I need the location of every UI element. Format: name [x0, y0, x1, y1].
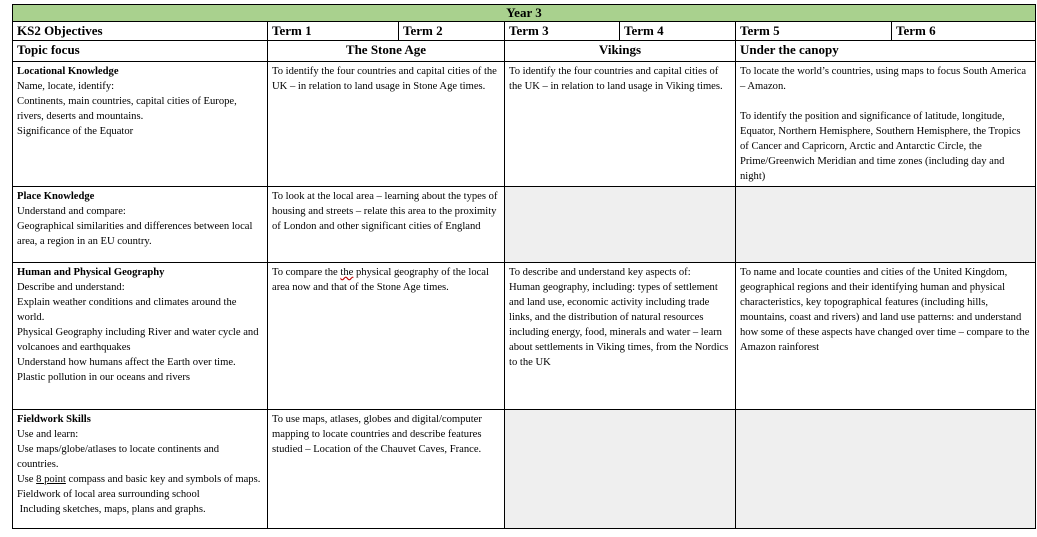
- locational-title: Locational Knowledge: [17, 66, 119, 77]
- place-canopy-empty: [736, 187, 1036, 263]
- human-title: Human and Physical Geography: [17, 267, 165, 278]
- term-5-header: Term 5: [736, 22, 892, 41]
- fieldwork-line3-b: 8 point: [36, 474, 66, 485]
- place-line: Understand and compare:: [17, 206, 126, 217]
- term-1-header: Term 1: [268, 22, 399, 41]
- year-title: Year 3: [13, 5, 1036, 22]
- human-stone-age: [268, 263, 505, 410]
- human-objectives: [13, 263, 268, 410]
- term-4-header: Term 4: [620, 22, 736, 41]
- locational-objectives: [13, 62, 268, 187]
- fieldwork-line: [17, 472, 263, 487]
- row-fieldwork: [13, 410, 1036, 529]
- fieldwork-line3-c: compass and basic key and symbols of maps.: [65, 474, 261, 485]
- human-stone-age-c: physical geography of the local area now and that of the Stone Age times.: [272, 267, 489, 293]
- human-stone-age-a: To compare the: [272, 267, 341, 278]
- term-2-header: Term 2: [399, 22, 505, 41]
- fieldwork-line: Use maps/globe/atlases to locate continents and countries.: [17, 444, 220, 470]
- locational-line: Significance of the Equator: [17, 126, 134, 137]
- topic-under-the-canopy: Under the canopy: [736, 41, 1036, 62]
- fieldwork-line: Use and learn:: [17, 429, 79, 440]
- human-line: Physical Geography including River and water cycle and volcanoes and earthquakes: [17, 327, 259, 353]
- spelling-flag: the: [340, 267, 354, 278]
- fieldwork-line: Including sketches, maps, plans and graphs.: [17, 504, 206, 515]
- fieldwork-objectives: [13, 410, 268, 529]
- place-title: Place Knowledge: [17, 191, 95, 202]
- human-line: Understand how humans affect the Earth over time. Plastic pollution in our oceans and rivers: [17, 357, 236, 383]
- row-locational-knowledge: [13, 62, 1036, 187]
- term-6-header: Term 6: [892, 22, 1036, 41]
- fieldwork-title: Fieldwork Skills: [17, 414, 91, 425]
- place-line: Geographical similarities and differences between local area, a region in an EU country.: [17, 221, 253, 247]
- locational-vikings: To identify the four countries and capital cities of the UK – in relation to land usage in Viking times.: [505, 62, 736, 187]
- fieldwork-line3-a: Use: [17, 474, 37, 485]
- fieldwork-line: Fieldwork of local area surrounding school: [17, 489, 200, 500]
- topic-stone-age: The Stone Age: [268, 41, 505, 62]
- fieldwork-vikings-empty: [505, 410, 736, 529]
- fieldwork-stone-age: To use maps, atlases, globes and digital/computer mapping to locate countries and describe features studied – Location of the Chauvet Caves, France.: [268, 410, 505, 529]
- objectives-header: KS2 Objectives: [13, 22, 268, 41]
- locational-canopy-p2: To identify the position and significance of latitude, longitude, Equator, Northern Hemisphere, Southern Hemisphere, the Tropics of Cancer and Capricorn, Arctic and Antarctic Circle, the Prime/Greenwich Meridian and time zones (including day and night): [740, 111, 1021, 182]
- locational-line: Continents, main countries, capital cities of Europe, rivers, deserts and mountains.: [17, 96, 237, 122]
- locational-line: Name, locate, identify:: [17, 81, 115, 92]
- fieldwork-canopy-empty: [736, 410, 1036, 529]
- human-canopy: To name and locate counties and cities of the United Kingdom, geographical regions and their identifying human and physical characteristics, key topographical features (including hills, mountains, coast and rivers) and land use patterns: and understand how some of these aspects have changed over time – compare to the Amazon rainforest: [736, 263, 1036, 410]
- human-line: Explain weather conditions and climates around the world.: [17, 297, 237, 323]
- locational-canopy-p1: To locate the world’s countries, using maps to focus South America – Amazon.: [740, 66, 1027, 92]
- topic-vikings: Vikings: [505, 41, 736, 62]
- human-vikings: [505, 263, 736, 410]
- human-line: Describe and understand:: [17, 282, 125, 293]
- row-place-knowledge: [13, 187, 1036, 263]
- locational-canopy: [736, 62, 1036, 187]
- locational-stone-age: To identify the four countries and capital cities of the UK – in relation to land usage in Stone Age times.: [268, 62, 505, 187]
- place-objectives: [13, 187, 268, 263]
- topic-focus-label: Topic focus: [13, 41, 268, 62]
- curriculum-table: [12, 4, 1036, 529]
- human-vikings-p2: Human geography, including: types of settlement and land use, economic activity including trade links, and the distribution of natural resources including energy, food, minerals and water – learn about settlements in Viking times, from the Nordics to the UK: [509, 282, 729, 368]
- term-3-header: Term 3: [505, 22, 620, 41]
- place-stone-age: To look at the local area – learning about the types of housing and streets – relate this area to the proximity of London and other significant cities of England: [268, 187, 505, 263]
- human-vikings-p1: To describe and understand key aspects of:: [509, 267, 691, 278]
- place-vikings-empty: [505, 187, 736, 263]
- row-human-physical: [13, 263, 1036, 410]
